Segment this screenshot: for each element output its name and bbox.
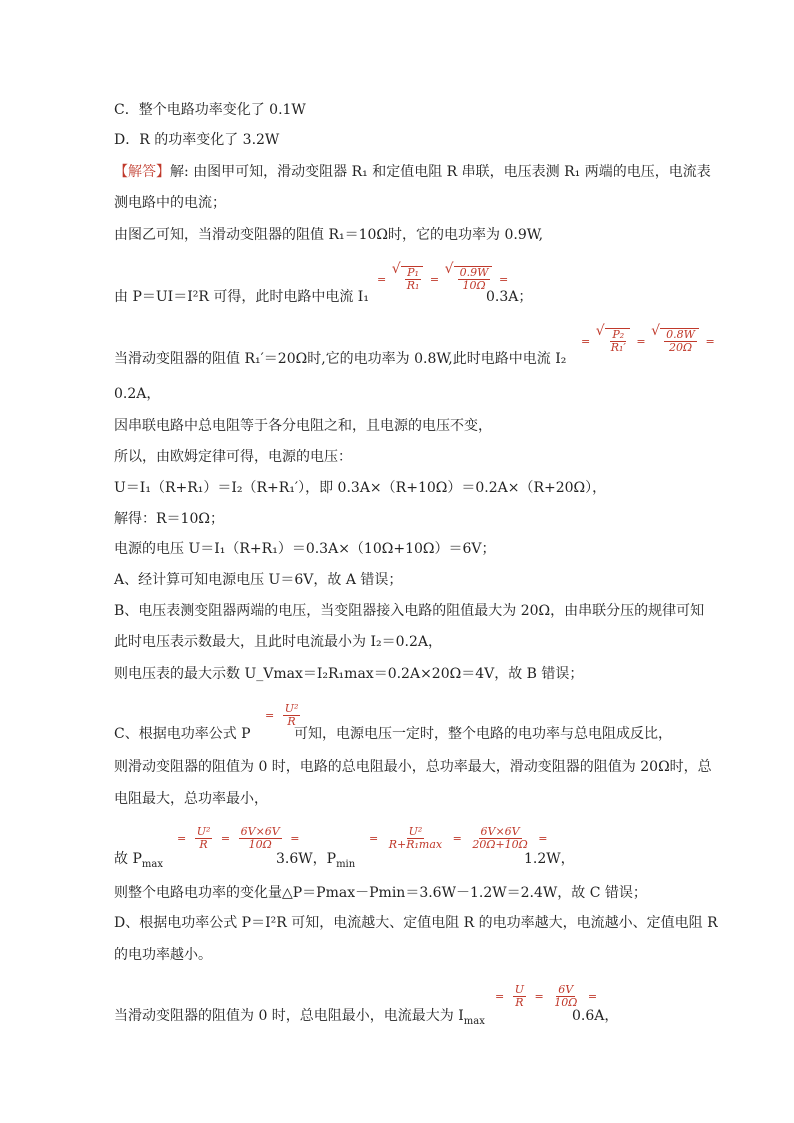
- line-text: 的电功率越小。: [114, 947, 212, 963]
- imax-subscript: max: [463, 1015, 485, 1027]
- formula-den: R: [287, 715, 296, 728]
- line-text: 0.2A，: [114, 386, 161, 402]
- formula-num: √ 0.8W: [666, 328, 695, 341]
- formula-den: R₁′: [610, 341, 626, 354]
- formula-num: U²: [284, 702, 299, 715]
- formula-den: 10Ω: [248, 838, 272, 851]
- pmax-label: 故 P: [114, 851, 142, 867]
- formula-den: R: [199, 838, 208, 851]
- line-text: 则整个电路电功率的变化量△P＝Pmax－Pmin＝3.6W－1.2W＝2.4W，故 C 错误；: [114, 885, 647, 901]
- line-text: U＝I₁（R+R₁）＝I₂（R+R₁′），即 0.3A×（R+10Ω）＝0.2A×（R+20Ω），: [114, 480, 607, 496]
- formula-num: 6V×6V: [480, 825, 520, 838]
- formula-num: U: [514, 983, 524, 996]
- line-option-c-analysis: C、根据电功率公式 P: [114, 726, 251, 742]
- formula-i2: = √ $\frac{\text{P₂}}{\text{R₁′}}$ = √ $\frac{0.8W}{20\Omega}$ =: [578, 328, 718, 354]
- formula-num: 6V×6V: [240, 825, 280, 838]
- line-text: 电阻最大，总功率最小，: [114, 791, 268, 807]
- formula-num: 6V: [558, 983, 574, 996]
- line-text: 此时电压表示数最大，且此时电流最小为 I₂＝0.2A，: [114, 634, 442, 650]
- line-text: 可知，电源电压一定时，整个电路的电功率与总电阻成反比，: [294, 726, 672, 742]
- formula-imax: = $\frac{U}{R}$ = $\frac{6V}{10\Omega}$ =: [495, 983, 598, 1009]
- formula-num: U²: [196, 825, 211, 838]
- imax-label: 当滑动变阻器的阻值为 0 时，总电阻最小，电流最大为 I: [114, 1008, 464, 1024]
- line-imax: [114, 1007, 485, 1031]
- line-text: 因串联电路中总电阻等于各分电阻之和，且电源的电压不变，: [114, 418, 492, 434]
- answer-label: 【解答】: [114, 164, 170, 180]
- line-option-b-analysis: B、电压表测变阻器两端的电压，当变阻器接入电路的阻值最大为 20Ω，由串联分压的规律可知: [114, 603, 705, 619]
- formula-num: √ P₂: [612, 328, 625, 341]
- pmax-subscript: max: [141, 858, 163, 870]
- formula-pmin: = $\frac{\text{U²}}{\text{R+R₁max}}$ = $\frac{6V\times 6V}{20\Omega+10\Omega}$ =: [369, 825, 548, 851]
- line-text: 当滑动变阻器的阻值 R₁′＝20Ω时,它的电功率为 0.8W,此时电路中电流 I₂: [114, 351, 567, 367]
- answer-text: 解: 由图甲可知，滑动变阻器 R₁ 和定值电阻 R 串联，电压表测 R₁ 两端的电压，电流表: [170, 164, 711, 180]
- formula-den: 10Ω: [554, 996, 578, 1009]
- line-option-c: C．整个电路功率变化了 0.1W: [114, 102, 306, 118]
- formula-den: R+R₁max: [388, 838, 443, 851]
- line-pmax: [114, 850, 163, 874]
- formula-i1: = √ $\frac{\text{P₁}}{\text{R₁}}$ = √ $\frac{0.9W}{10\Omega}$ =: [374, 266, 511, 292]
- formula-num: U²: [408, 825, 423, 838]
- line-text: [276, 850, 355, 874]
- pmin-label: 3.6W，P: [276, 851, 337, 867]
- line-text: 0.3A；: [486, 289, 533, 305]
- formula-p-u2-r: = $\frac{\text{U²}}{R}$: [265, 702, 299, 728]
- line-text: 则滑动变阻器的阻值为 0 时，电路的总电阻最小，总功率最大，滑动变阻器的阻值为 20Ω时，总: [114, 759, 712, 775]
- formula-den: 20Ω+10Ω: [472, 838, 528, 851]
- line-text: 由 P＝UI＝I²R 可得，此时电路中电流 I₁: [114, 289, 369, 305]
- line-option-a-analysis: A、经计算可知电源电压 U＝6V，故 A 错误；: [114, 572, 403, 588]
- formula-pmax: = $\frac{\text{U²}}{R}$ = $\frac{6V\times 6V}{10\Omega}$ =: [177, 825, 300, 851]
- formula-den: R₁: [406, 279, 420, 292]
- line-text: 由图乙可知，当滑动变阻器的阻值 R₁＝10Ω时，它的电功率为 0.9W,: [114, 227, 544, 243]
- formula-num: √ 0.9W: [459, 266, 489, 279]
- line-text: 1.2W，: [524, 851, 575, 867]
- formula-den: R: [515, 996, 524, 1009]
- pmin-subscript: min: [336, 858, 356, 870]
- line-text: 所以，由欧姆定律可得，电源的电压：: [114, 449, 352, 465]
- line-text: 则电压表的最大示数 U_Vmax＝I₂R₁max＝0.2A×20Ω＝4V，故 B 错误；: [114, 666, 584, 682]
- line-option-d-analysis: D、根据电功率公式 P＝I²R 可知，电流越大、定值电阻 R 的电功率越大，电流越小、定值电阻 R: [114, 915, 718, 931]
- formula-den: 10Ω: [462, 279, 486, 292]
- line-option-d: D．R 的功率变化了 3.2W: [114, 132, 280, 148]
- formula-den: 20Ω: [668, 341, 693, 354]
- line-text: 解得：R＝10Ω；: [114, 511, 224, 527]
- formula-num: √ P₁: [407, 266, 419, 279]
- line-text: 电源的电压 U＝I₁（R+R₁）＝0.3A×（10Ω+10Ω）＝6V；: [114, 541, 496, 557]
- line-text: 测电路中的电流；: [114, 195, 226, 211]
- line-text: 0.6A，: [572, 1008, 619, 1024]
- line-answer-intro: [114, 163, 711, 181]
